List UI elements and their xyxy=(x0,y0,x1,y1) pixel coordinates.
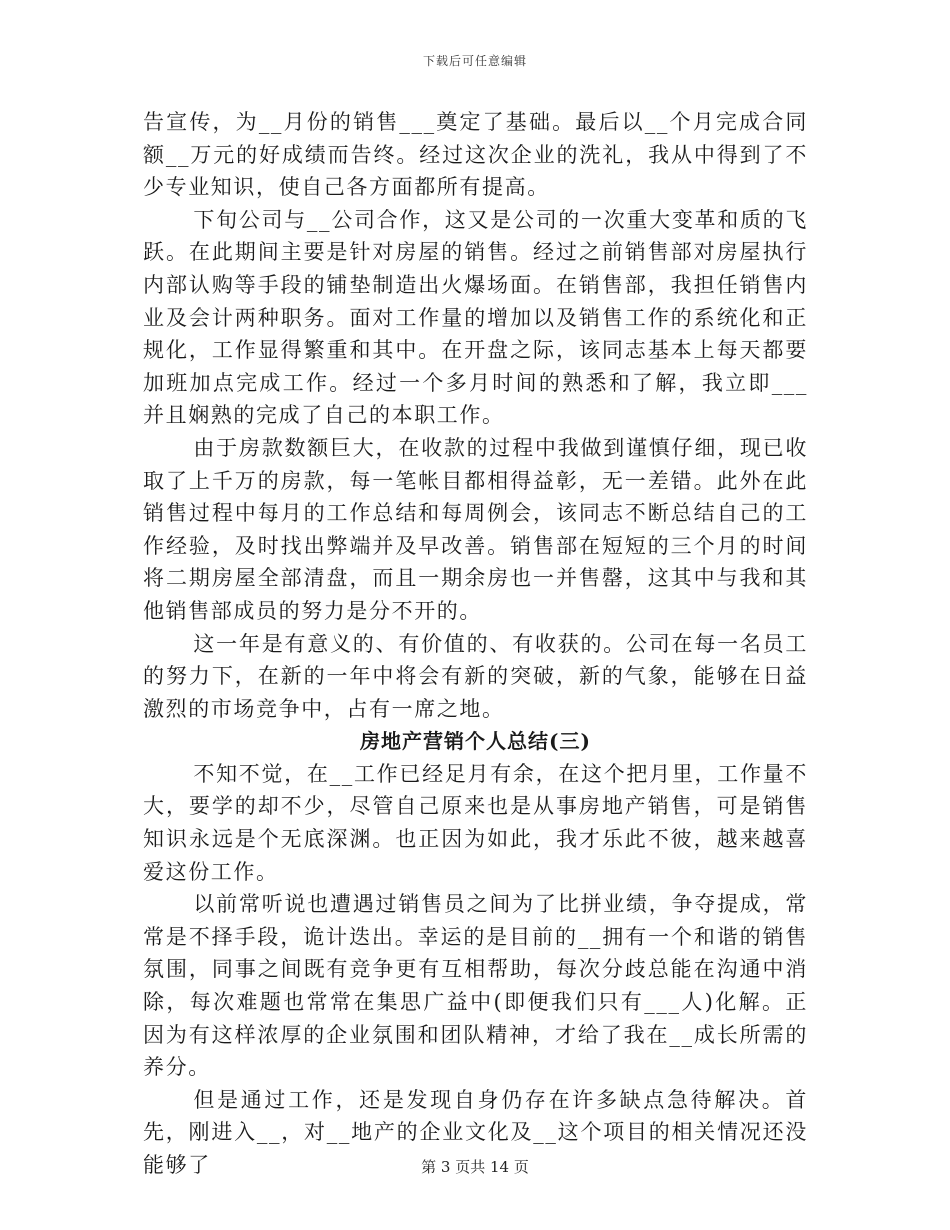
section-title: 房地产营销个人总结(三) xyxy=(360,729,591,754)
page-footer: 第 3 页共 14 页 xyxy=(421,1158,529,1176)
page-header: 下载后可任意编辑 xyxy=(422,54,527,68)
paragraph: 这一年是有意义的、有价值的、有收获的。公司在每一名员工的努力下，在新的一年中将会有新的突破，新的气象，能够在日益激烈的市场竞争中，占有一席之地。 xyxy=(143,631,808,721)
paragraph-continuation: 告宣传，为__月份的销售___奠定了基础。最后以__个月完成合同额__万元的好成绩而告终。经过这次企业的洗礼，我从中得到了不少专业知识，使自己各方面都所有提高。 xyxy=(143,110,808,200)
document-body xyxy=(143,106,808,1182)
paragraph: 不知不觉，在__工作已经足月有余，在这个把月里，工作量不大，要学的却不少，尽管自己原来也是从事房地产销售，可是销售知识永远是个无底深渊。也正因为如此，我才乐此不彼，越来越喜爱这份工作。 xyxy=(143,761,808,884)
paragraph: 由于房款数额巨大，在收款的过程中我做到谨慎仔细，现已收取了上千万的房款，每一笔帐目都相得益彰，无一差错。此外在此销售过程中每月的工作总结和每周例会，该同志不断总结自己的工作经验，及时找出弊端并及早改善。销售部在短短的三个月的时间将二期房屋全部清盘，而且一期余房也一并售罄，这其中与我和其他销售部成员的努力是分不开的。 xyxy=(143,435,808,623)
paragraph: 以前常听说也遭遇过销售员之间为了比拼业绩，争夺提成，常常是不择手段，诡计迭出。幸运的是目前的__拥有一个和谐的销售氛围，同事之间既有竞争更有互相帮助，每次分歧总能在沟通中消除，每次难题也常常在集思广益中(即便我们只有___人)化解。正因为有这样浓厚的企业氛围和团队精神，才给了我在__成长所需的养分。 xyxy=(143,892,808,1080)
paragraph: 下旬公司与__公司合作，这又是公司的一次重大变革和质的飞跃。在此期间主要是针对房屋的销售。经过之前销售部对房屋执行内部认购等手段的铺垫制造出火爆场面。在销售部，我担任销售内业及会计两种职务。面对工作量的增加以及销售工作的系统化和正规化，工作显得繁重和其中。在开盘之际，该同志基本上每天都要加班加点完成工作。经过一个多月时间的熟悉和了解，我立即___并且娴熟的完成了自己的本职工作。 xyxy=(143,207,808,428)
paragraph: 但是通过工作，还是发现自身仍存在许多缺点急待解决。首先，刚进入__，对__地产的企业文化及__这个项目的相关情况还没能够了 xyxy=(143,1087,808,1177)
